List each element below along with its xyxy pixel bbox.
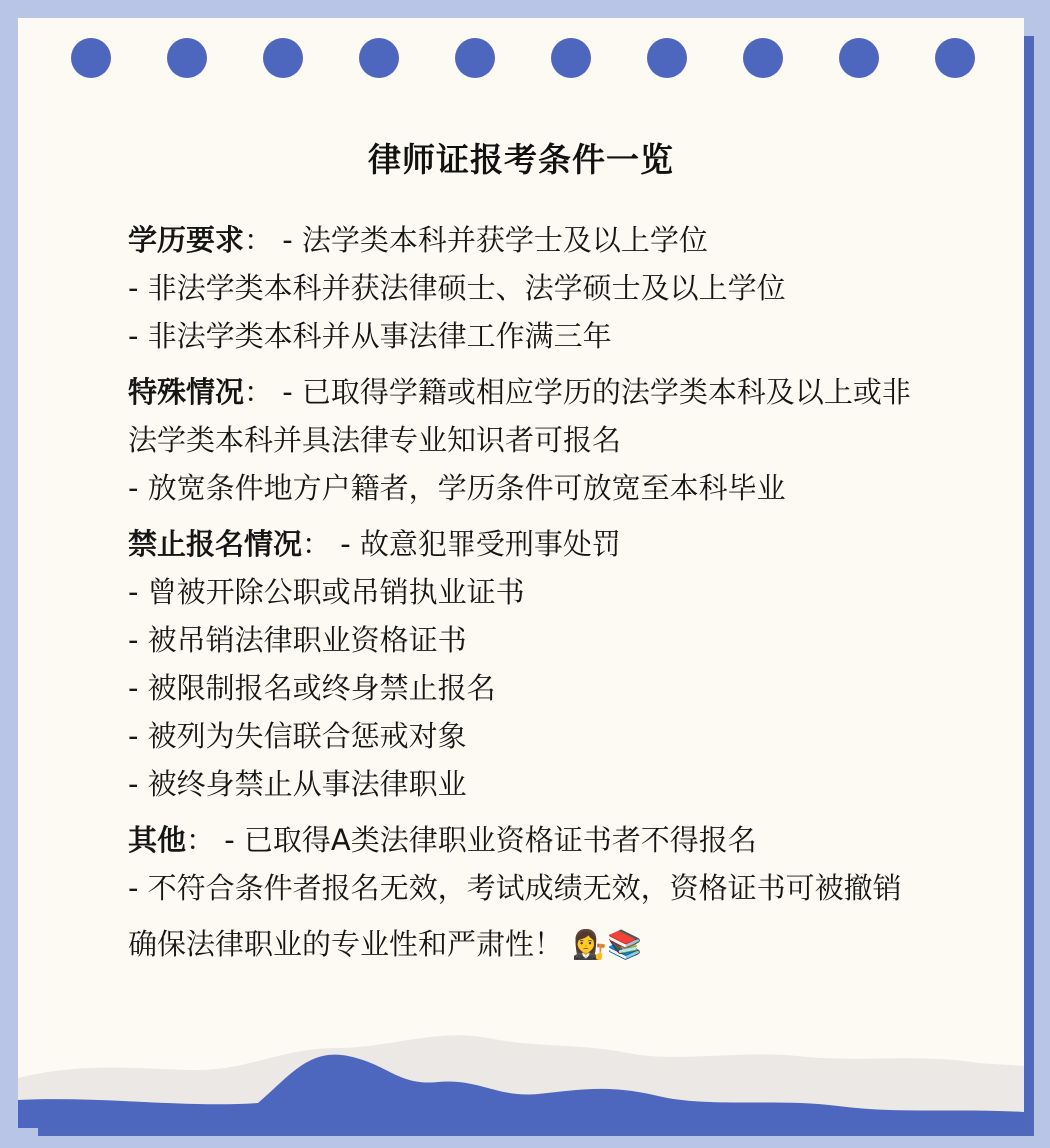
section-first-line [128,816,928,864]
note-card [18,18,1024,1128]
section-other [128,816,928,912]
section-label: 禁止报名情况 [128,527,303,561]
binder-hole [743,38,783,78]
list-item: - 非法学类本科并从事法律工作满三年 [128,319,612,353]
section-label: 学历要求 [128,223,245,257]
section-first-line [128,520,928,568]
closing-line [128,920,928,969]
binder-hole [167,38,207,78]
binder-hole [71,38,111,78]
mountain-decoration [18,1008,1024,1128]
section-first-line [128,216,928,264]
list-item: - 被终身禁止从事法律职业 [128,767,467,801]
binder-hole [551,38,591,78]
binder-hole [839,38,879,78]
section-prohibited [128,520,928,808]
section-first-line [128,368,928,464]
judge-books-emoji-icon: 👩‍⚖️📚 [572,928,642,961]
list-item: - 被吊销法律职业资格证书 [128,623,467,657]
binder-hole [647,38,687,78]
binder-hole [455,38,495,78]
binder-hole [359,38,399,78]
binder-holes [18,18,1024,98]
list-item: - 曾被开除公职或吊销执业证书 [128,575,525,609]
list-item: - 不符合条件者报名无效，考试成绩无效，资格证书可被撤销 [128,871,902,905]
section-first-item: ： - 法学类本科并获学士及以上学位 [244,223,708,257]
section-label: 其他 [128,823,187,857]
list-item: - 非法学类本科并获法律硕士、法学硕士及以上学位 [128,271,786,305]
section-first-item: ： - 故意犯罪受刑事处罚 [302,527,621,561]
binder-hole [935,38,975,78]
closing-text: 确保法律职业的专业性和严肃性！ [128,927,564,961]
list-item: - 被限制报名或终身禁止报名 [128,671,496,705]
section-special [128,368,928,512]
page-title: 律师证报考条件一览 [368,140,674,179]
section-first-item: ： - 已取得学籍或相应学历的法学类本科及以上或非法学类本科并具法律专业知识者可报名 [128,375,911,457]
content [128,216,928,969]
section-label: 特殊情况 [128,375,245,409]
binder-hole [263,38,303,78]
section-education [128,216,928,360]
list-item: - 被列为失信联合惩戒对象 [128,719,467,753]
section-first-item: ： - 已取得A类法律职业资格证书者不得报名 [186,823,757,857]
list-item: - 放宽条件地方户籍者，学历条件可放宽至本科毕业 [128,471,786,505]
